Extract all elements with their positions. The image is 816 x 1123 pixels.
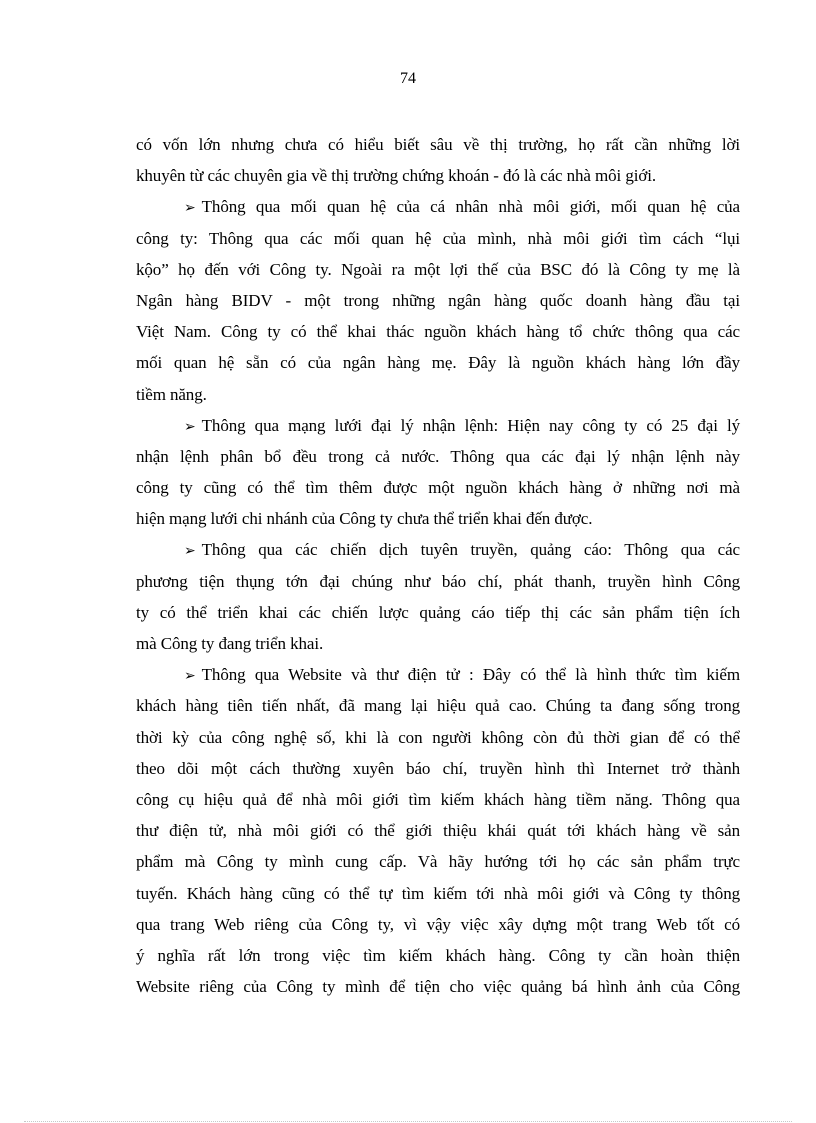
bullet-paragraph-agents xyxy=(136,410,740,535)
text-line: mà Công ty đang triển khai. xyxy=(136,634,324,653)
text-line: theo dõi một cách thường xuyên báo chí, truyền hình thì Internet trở thành xyxy=(136,758,740,778)
text-line: ý nghĩa rất lớn trong việc tìm kiếm khách hàng. Công ty cần hoàn thiện xyxy=(136,945,740,965)
bullet-paragraph-relationships xyxy=(136,191,740,409)
text-line: tuyến. Khách hàng cũng có thể tự tìm kiếm tới nhà môi giới và Công ty thông xyxy=(136,883,740,903)
text-line: thời kỳ của công nghệ số, khi là con người không còn đủ thời gian để có thể xyxy=(136,727,740,747)
text-line: công ty cũng có thể tìm thêm được một nguồn khách hàng ở những nơi mà xyxy=(136,478,740,498)
text-line: phẩm mà Công ty mình cung cấp. Và hãy hướng tới họ các sản phẩm trực xyxy=(136,852,740,872)
arrow-bullet-icon: ➢ xyxy=(184,543,196,560)
arrow-bullet-icon: ➢ xyxy=(184,668,196,685)
text-line: kộo” họ đến với Công ty. Ngoài ra một lợi thế của BSC đó là Công ty mẹ là xyxy=(136,259,740,279)
arrow-bullet-icon: ➢ xyxy=(184,418,196,435)
text-line: mối quan hệ sẵn có của ngân hàng mẹ. Đây là nguồn khách hàng lớn đầy xyxy=(136,353,740,373)
text-line-content: Thông qua Website và thư điện tử : Đây có thể là hình thức tìm kiếm xyxy=(201,665,740,685)
text-line: Website riêng của Công ty mình để tiện cho việc quảng bá hình ảnh của Công xyxy=(136,977,740,997)
text-line-content: Thông qua mối quan hệ của cá nhân nhà môi giới, mối quan hệ của xyxy=(201,197,740,217)
text-line: phương tiện thụng tớn đại chúng như báo chí, phát thanh, truyền hình Công xyxy=(136,571,740,591)
text-line: khách hàng tiên tiến nhất, đã mang lại hiệu quả cao. Chúng ta đang sống trong xyxy=(136,696,740,716)
text-line: khuyên từ các chuyên gia về thị trường chứng khoán - đó là các nhà môi giới. xyxy=(136,166,657,186)
text-line xyxy=(136,410,740,441)
text-line: nhận lệnh phân bổ đều trong cả nước. Thông qua các đại lý nhận lệnh này xyxy=(136,446,740,466)
text-line-content: Thông qua các chiến dịch tuyên truyền, quảng cáo: Thông qua các xyxy=(201,540,740,560)
text-line xyxy=(136,659,740,690)
text-line: hiện mạng lưới chi nhánh của Công ty chưa thể triển khai đến được. xyxy=(136,509,593,529)
page-bottom-divider xyxy=(24,1121,792,1122)
bullet-paragraph-website xyxy=(136,659,740,1002)
text-line: Việt Nam. Công ty có thể khai thác nguồn khách hàng tổ chức thông qua các xyxy=(136,322,740,342)
text-line-content: Thông qua mạng lưới đại lý nhận lệnh: Hiện nay công ty có 25 đại lý xyxy=(201,415,740,435)
text-line: ty có thể triển khai các chiến lược quảng cáo tiếp thị các sản phẩm tiện ích xyxy=(136,602,740,622)
text-line: qua trang Web riêng của Công ty, vì vậy việc xây dựng một trang Web tốt có xyxy=(136,914,740,934)
text-line: công cụ hiệu quả để nhà môi giới tìm kiếm khách hàng tiềm năng. Thông qua xyxy=(136,789,740,809)
text-line xyxy=(136,191,740,222)
arrow-bullet-icon: ➢ xyxy=(184,200,196,217)
page-number: 74 xyxy=(400,70,416,87)
text-line: có vốn lớn nhưng chưa có hiểu biết sâu về thị trường, họ rất cần những lời xyxy=(136,135,740,154)
text-line xyxy=(136,534,740,565)
text-line: công ty: Thông qua các mối quan hệ của mình, nhà môi giới tìm cách “lụi xyxy=(136,228,740,248)
text-line: Ngân hàng BIDV - một trong những ngân hàng quốc doanh hàng đầu tại xyxy=(136,290,740,310)
paragraph-continuation xyxy=(136,129,740,191)
bullet-paragraph-campaigns xyxy=(136,534,740,659)
body-text xyxy=(136,129,740,1002)
text-line: thư điện tử, nhà môi giới có thể giới thiệu khái quát tới khách hàng về sản xyxy=(136,821,740,841)
text-line: tiềm năng. xyxy=(136,384,207,404)
